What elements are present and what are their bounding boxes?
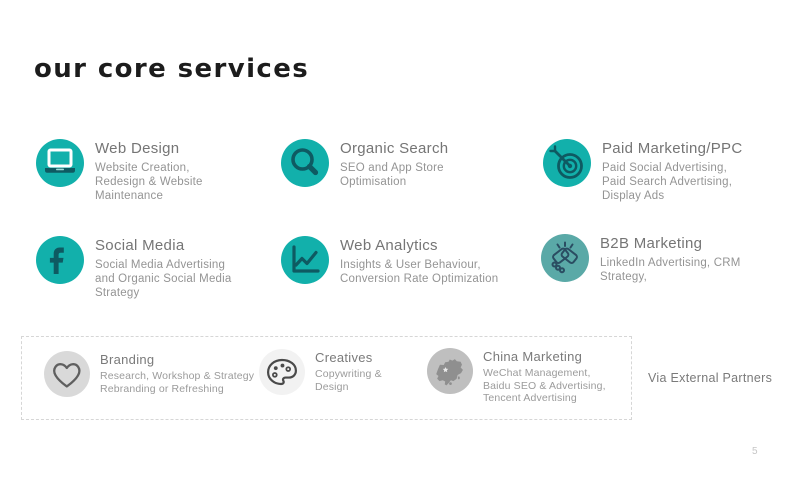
service-web-analytics [281,236,510,286]
partner-creatives [259,349,397,395]
service-social-media [36,236,239,300]
external-partners-box [21,336,632,420]
line-chart-icon [281,236,329,284]
service-description: Insights & User Behaviour, Conversion Rate Optimization [340,259,499,286]
partner-title: Creatives [315,350,373,365]
service-title: B2B Marketing [600,235,703,252]
magnifier-icon [281,139,329,187]
service-description: LinkedIn Advertising, CRM Strategy, [600,257,741,284]
page-title: our core services [34,54,310,84]
service-title: Web Analytics [340,237,438,254]
service-title: Organic Search [340,140,449,157]
partner-description: Research, Workshop & Strategy Rebranding or Refreshing [100,370,255,395]
partner-description: WeChat Management, Baidu SEO & Advertising, Tencent Advertising [483,367,606,405]
service-description: SEO and App Store Optimisation [340,162,444,189]
service-title: Web Design [95,140,180,157]
china-map-icon [427,348,473,394]
laptop-icon [36,139,84,187]
partner-china-marketing [427,348,621,405]
service-description: Social Media Advertising and Organic Social Media Strategy [95,259,232,300]
service-description: Website Creation, Redesign & Website Maintenance [95,162,203,203]
partner-branding [44,351,256,397]
service-web-design [36,139,213,203]
service-organic-search [281,139,454,189]
service-b2b-marketing [541,234,756,284]
target-icon [543,139,591,187]
handshake-icon [541,234,589,282]
service-description: Paid Social Advertising, Paid Search Advertising, Display Ads [602,162,733,203]
partner-description: Copywriting & Design [315,368,382,393]
heart-icon [44,351,90,397]
service-title: Social Media [95,237,185,254]
palette-icon [259,349,305,395]
via-external-partners-label: Via External Partners [648,371,773,385]
service-title: Paid Marketing/PPC [602,140,743,157]
partner-title: Branding [100,352,155,367]
partner-title: China Marketing [483,349,583,364]
page-number: 5 [752,446,758,457]
service-paid-marketing [543,139,742,203]
facebook-icon [36,236,84,284]
